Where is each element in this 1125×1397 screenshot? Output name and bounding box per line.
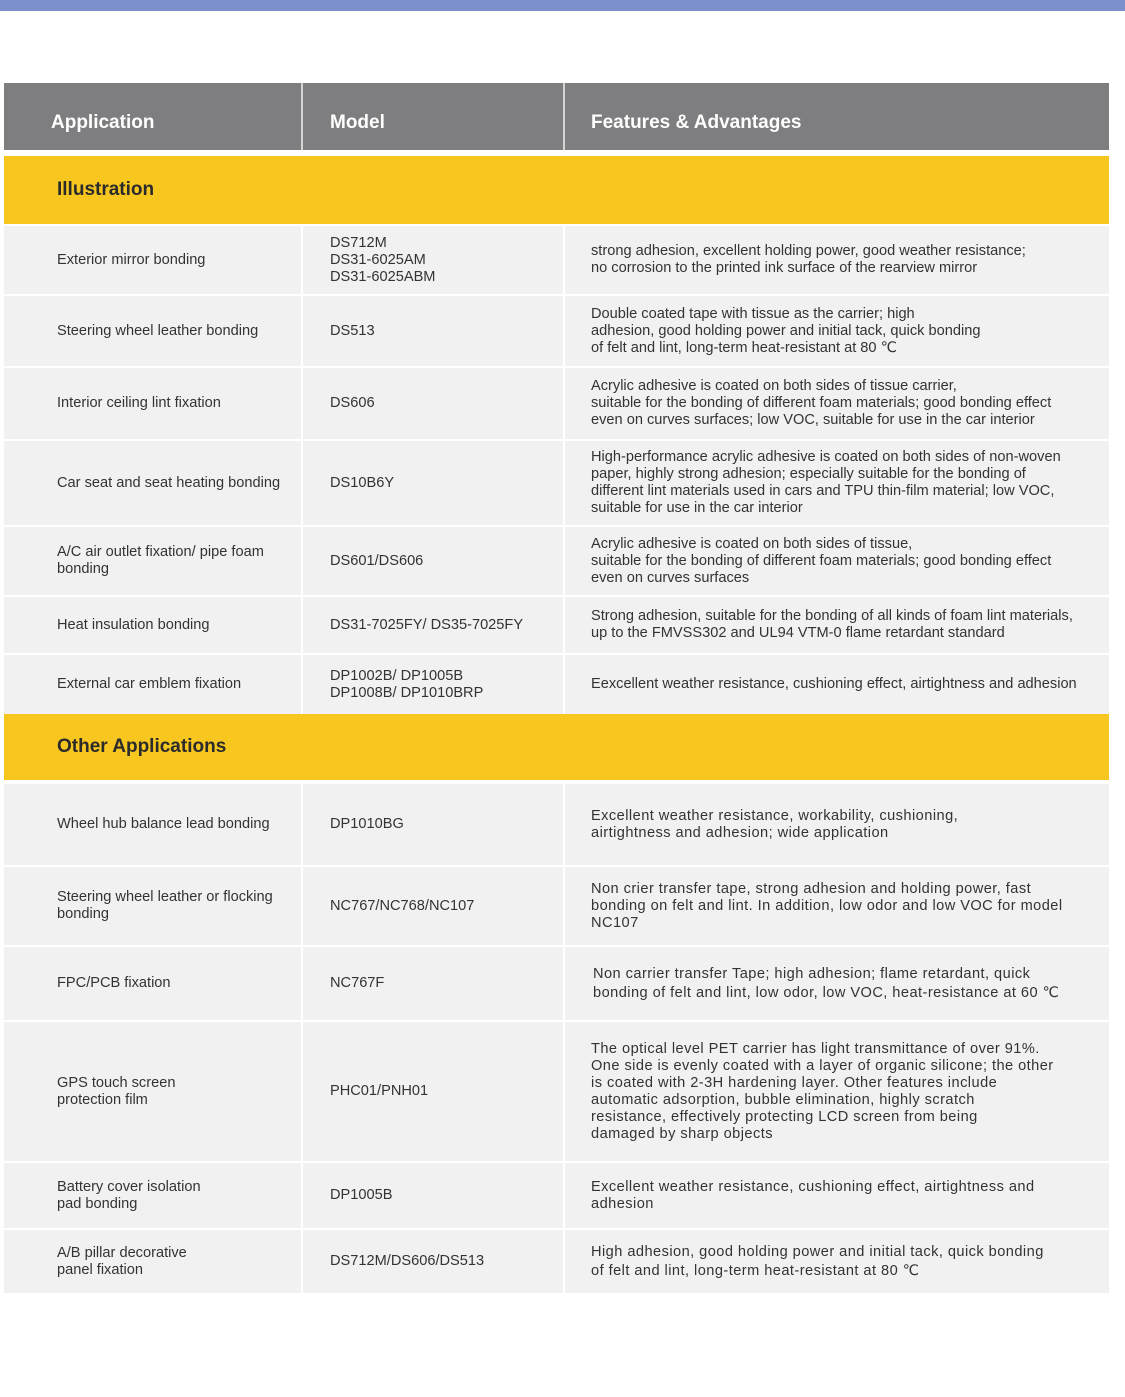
model-cell: DS31-7025FY/ DS35-7025FY	[303, 597, 565, 653]
application-cell: Wheel hub balance lead bonding	[4, 784, 303, 865]
application-cell: A/B pillar decorative panel fixation	[4, 1230, 303, 1293]
features-cell: High-performance acrylic adhesive is coated on both sides of non-woven paper, highly strong adhesion; especially suitable for the bonding of different lint materials used in cars and TPU thin-film material; low VOC, suitable for use in the car interior	[591, 449, 1061, 516]
application-cell: A/C air outlet fixation/ pipe foam bonding	[4, 527, 303, 595]
features-cell: Non carrier transfer Tape; high adhesion; flame retardant, quick bonding of felt and lint, low odor, low VOC, heat-resistance at 60 ℃	[593, 965, 1060, 1001]
features-cell: High adhesion, good holding power and initial tack, quick bonding of felt and lint, long-term heat-resistant at 80 ℃	[591, 1243, 1044, 1279]
top-accent-bar	[0, 0, 1125, 11]
features-cell: Strong adhesion, suitable for the bonding of all kinds of foam lint materials, up to the FMVSS302 and UL94 VTM-0 flame retardant standard	[591, 608, 1073, 641]
header-features: Features & Advantages	[591, 111, 802, 133]
features-cell: Double coated tape with tissue as the carrier; high adhesion, good holding power and initial tack, quick bonding of felt and lint, long-term heat-resistant at 80 ℃	[591, 305, 981, 356]
model-cell: DS10B6Y	[303, 441, 565, 525]
section-illustration: Illustration	[4, 156, 1109, 224]
table-row	[4, 1020, 1109, 1161]
model-cell: DP1002B/ DP1005B DP1008B/ DP1010BRP	[303, 655, 565, 714]
model-cell: DP1005B	[303, 1163, 565, 1228]
table-header	[4, 83, 1109, 150]
model-cell: DS513	[303, 296, 565, 366]
table-row	[4, 1161, 1109, 1228]
model-cell: DS712M DS31-6025AM DS31-6025ABM	[303, 226, 565, 294]
application-cell: Interior ceiling lint fixation	[4, 368, 303, 439]
model-cell: NC767/NC768/NC107	[303, 867, 565, 945]
features-cell: Eexcellent weather resistance, cushioning effect, airtightness and adhesion	[591, 676, 1077, 692]
table-row	[4, 366, 1109, 439]
features-cell: Non crier transfer tape, strong adhesion and holding power, fast bonding on felt and lint. In addition, low odor and low VOC for model NC107	[591, 880, 1063, 931]
table-row	[4, 224, 1109, 294]
application-cell: External car emblem fixation	[4, 655, 303, 714]
features-cell: Excellent weather resistance, cushioning effect, airtightness and adhesion	[591, 1178, 1035, 1212]
table-row	[4, 525, 1109, 595]
model-cell: DS606	[303, 368, 565, 439]
features-cell: Acrylic adhesive is coated on both sides of tissue, suitable for the bonding of different foam materials; good bonding effect even on curves surfaces	[591, 535, 1052, 586]
application-table	[4, 83, 1109, 1293]
table-row	[4, 945, 1109, 1020]
model-cell: DP1010BG	[303, 784, 565, 865]
table-row	[4, 294, 1109, 366]
application-cell: Battery cover isolation pad bonding	[4, 1163, 303, 1228]
features-cell: Acrylic adhesive is coated on both sides of tissue carrier, suitable for the bonding of different foam materials; good bonding effect even on curves surfaces; low VOC, suitable for use in the car interior	[591, 378, 1052, 428]
model-cell: PHC01/PNH01	[303, 1022, 565, 1161]
model-cell: DS712M/DS606/DS513	[303, 1230, 565, 1293]
table-row	[4, 865, 1109, 945]
table-row	[4, 780, 1109, 865]
application-cell: Exterior mirror bonding	[4, 226, 303, 294]
table-row	[4, 1228, 1109, 1293]
application-cell: GPS touch screen protection film	[4, 1022, 303, 1161]
section-other-applications: Other Applications	[4, 714, 1109, 780]
application-cell: Heat insulation bonding	[4, 597, 303, 653]
table-row	[4, 439, 1109, 525]
header-application: Application	[4, 83, 303, 150]
features-cell: strong adhesion, excellent holding power, good weather resistance; no corrosion to the printed ink surface of the rearview mirror	[591, 243, 1026, 276]
table-row	[4, 653, 1109, 714]
features-cell: The optical level PET carrier has light transmittance of over 91%. One side is evenly coated with a layer of organic silicone; the other is coated with 2-3H hardening layer. Other features include automatic adsorption, bubble elimination, highly scratch resistance, effectively protecting LCD screen from being damaged by sharp objects	[591, 1040, 1054, 1142]
application-cell: Car seat and seat heating bonding	[4, 441, 303, 525]
table-row	[4, 595, 1109, 653]
application-cell: FPC/PCB fixation	[4, 947, 303, 1020]
application-cell: Steering wheel leather or flocking bonding	[4, 867, 303, 945]
model-cell: DS601/DS606	[303, 527, 565, 595]
header-model: Model	[303, 83, 565, 150]
model-cell: NC767F	[303, 947, 565, 1020]
features-cell: Excellent weather resistance, workability, cushioning, airtightness and adhesion; wide application	[591, 807, 959, 841]
application-cell: Steering wheel leather bonding	[4, 296, 303, 366]
